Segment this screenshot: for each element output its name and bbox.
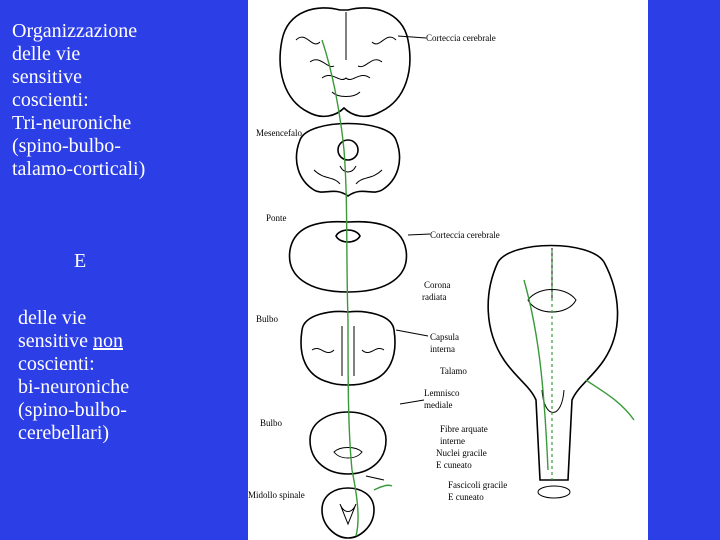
leader-lines xyxy=(366,36,430,480)
label-e-cuneato-fascicoli: E cuneato xyxy=(448,492,484,502)
label-fibre-arquate: Fibre arquate xyxy=(440,424,488,434)
label-corona: Corona xyxy=(424,280,451,290)
pathway-diagram xyxy=(248,0,648,540)
title-line: Organizzazione xyxy=(12,20,138,42)
conjunction-text: E xyxy=(74,250,87,272)
label-capsula: Capsula xyxy=(430,332,459,342)
text-line: (spino-bulbo- xyxy=(18,399,127,421)
label-midollo-spinale: Midollo spinale xyxy=(248,490,305,500)
text-line xyxy=(18,330,238,353)
title-line: Tri-neuroniche xyxy=(12,112,132,134)
label-corteccia-cerebrale-right: Corteccia cerebrale xyxy=(430,230,500,240)
label-talamo: Talamo xyxy=(440,366,467,376)
underlined-word: non xyxy=(93,330,123,352)
title-line: talamo-corticali) xyxy=(12,158,146,180)
medulla-lower-section xyxy=(310,412,386,474)
text-line: bi-neuroniche xyxy=(18,376,130,398)
label-mediale: mediale xyxy=(424,400,453,410)
label-bulbo-lower: Bulbo xyxy=(260,418,283,428)
coronal-brain-section xyxy=(280,8,410,116)
neuroanatomy-figure xyxy=(248,0,648,540)
title-line: (spino-bulbo- xyxy=(12,135,121,157)
title-line: coscienti: xyxy=(12,89,89,111)
label-e-cuneato-nuclei: E cuneato xyxy=(436,460,472,470)
label-bulbo-upper: Bulbo xyxy=(256,314,279,324)
label-mesencefalo: Mesencefalo xyxy=(256,128,302,138)
sensory-pathways-title xyxy=(12,20,232,181)
label-fascicoli-gracile: Fascicoli gracile xyxy=(448,480,508,490)
label-interne: interne xyxy=(440,436,465,446)
spinal-cord-section xyxy=(322,488,374,538)
label-corteccia-cerebrale-top: Corteccia cerebrale xyxy=(426,33,496,43)
text-line: coscienti: xyxy=(18,353,95,375)
text-line: delle vie xyxy=(18,307,87,329)
mesencephalon-section xyxy=(296,124,399,197)
unconscious-pathways-text xyxy=(18,307,238,445)
label-interna: interna xyxy=(430,344,455,354)
label-lemnisco: Lemnisco xyxy=(424,388,460,398)
sensory-tracts xyxy=(322,40,634,536)
text-fragment: sensitive xyxy=(18,330,93,352)
text-line: cerebellari) xyxy=(18,422,110,444)
title-line: sensitive xyxy=(12,66,82,88)
label-nuclei-gracile: Nuclei gracile xyxy=(436,448,487,458)
pons-section xyxy=(290,222,407,292)
label-ponte: Ponte xyxy=(266,213,287,223)
label-radiata: radiata xyxy=(422,292,447,302)
frontal-brain-schema xyxy=(488,246,617,499)
title-line: delle vie xyxy=(12,43,81,65)
